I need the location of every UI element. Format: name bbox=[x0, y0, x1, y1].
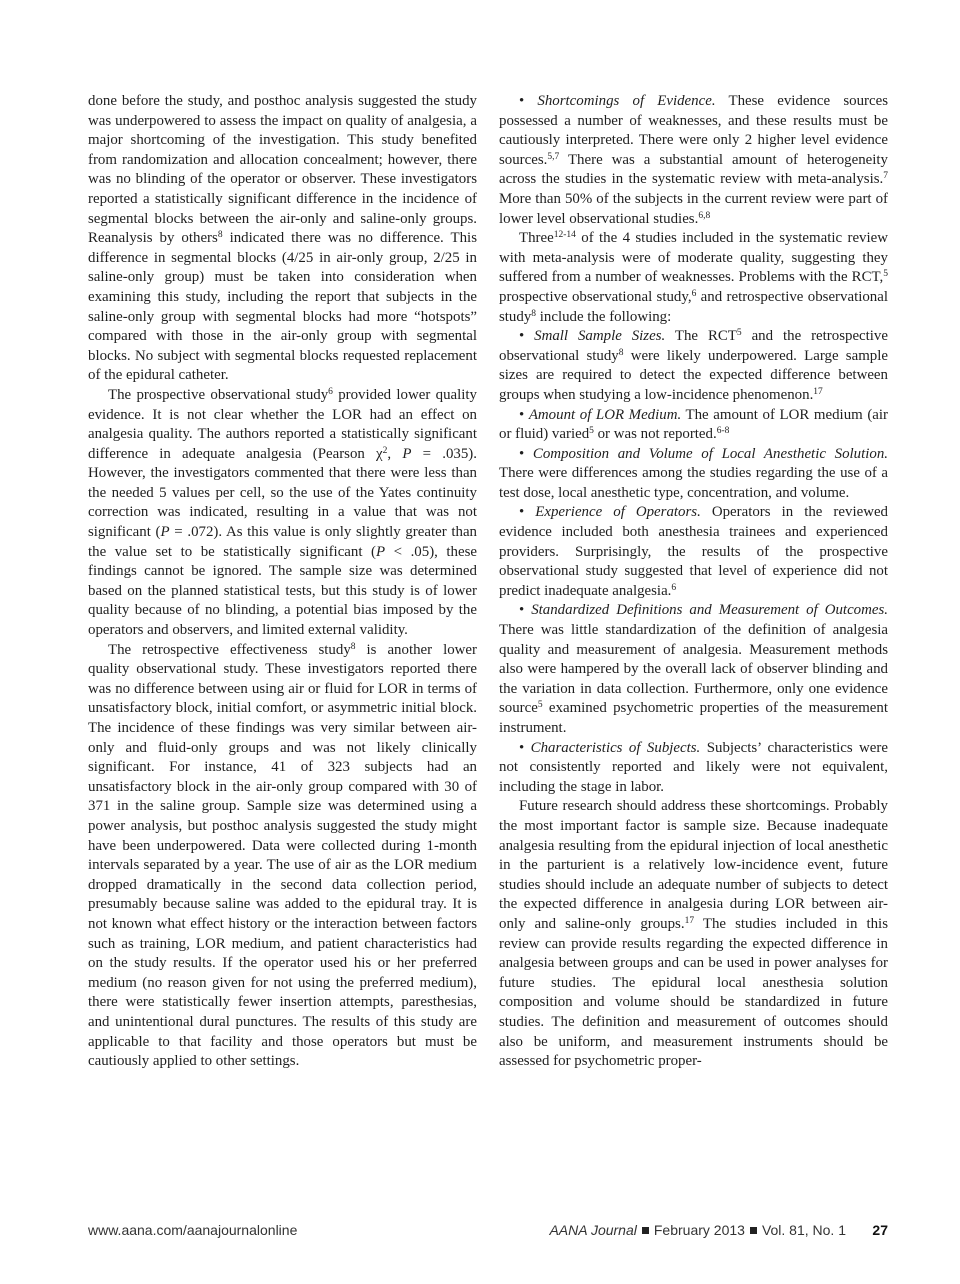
bullet-experience-of-operators: • Experience of Operators. Operators in the reviewed evidence included both anesthesia trainees and experienced providers. Surprisingly, the results of the prospective observational study suggested that level of experience did not predict inadequate analgesia.$^6$ bbox=[499, 504, 888, 599]
bullet-composition-volume: • Composition and Volume of Local Anesthetic Solution. There were differences among the studies regarding the use of a test dose, local anesthetic type, concentration, and volume. bbox=[499, 445, 888, 501]
bullet-heading: Experience of Operators. bbox=[535, 504, 701, 521]
right-paragraph-future-research: Future research should address these shortcomings. Probably the most important factor is sample size. Because inadequate analgesia resulting from the epidural injection of local anesthetic in the parturient is a relatively low-incidence event, future studies should include an adequate number of subjects to detect the expected difference in analgesia during LOR between air-only and saline-only groups.$^{17}$ The studies included in this review can provide results regarding the expected difference in analgesia between groups and can be used in power analyses for future studies. The epidural local anesthesia solution composition and volume should be standardized in future studies. The definition and measurement of outcomes should also be uniform, and measurement instruments should be assessed for psychometric proper- bbox=[499, 798, 888, 1070]
citation: 8 bbox=[618, 347, 624, 358]
citation: 5,7 bbox=[547, 151, 560, 162]
square-separator-icon bbox=[750, 1227, 757, 1234]
citation: 6 bbox=[671, 582, 677, 593]
citation: 8 bbox=[531, 308, 537, 319]
journal-url[interactable]: www.aana.com/aanajournalonline bbox=[88, 1222, 298, 1238]
bullet-heading: Characteristics of Subjects. bbox=[530, 739, 701, 756]
square-separator-icon bbox=[642, 1227, 649, 1234]
journal-name: AANA Journal bbox=[549, 1222, 637, 1238]
issue-date: February 2013 bbox=[653, 1222, 745, 1238]
left-column bbox=[88, 92, 477, 1072]
citation: 7 bbox=[883, 171, 888, 182]
volume-issue: Vol. 81, No. 1 bbox=[761, 1222, 846, 1238]
bullet-standardized-definitions: • Standardized Definitions and Measurement of Outcomes. There was little standardization of the definition of analgesia quality and measurement of analgesia. Measurement methods also were hampered by the overall lack of observer blinding and the variation in data collection. Furthermore, only one evidence source$^5$ examined psychometric properties of the measurement instrument. bbox=[499, 602, 889, 736]
bullet-heading: Amount of LOR Medium. bbox=[528, 406, 682, 423]
citation: 6,8 bbox=[698, 210, 711, 221]
bullet-heading: Composition and Volume of Local Anesthetic Solution. bbox=[532, 445, 888, 462]
citation: 6 bbox=[691, 288, 697, 299]
right-paragraph-three-studies: Three$^{12-14}$ of the 4 studies included in the systematic review with meta-analysis were of moderate quality, suggesting they suffered from a number of weaknesses. Problems with the RCT,$^5$ prospective observational study,$^6$ and retrospective observational study$^8$ include the following: bbox=[499, 230, 888, 325]
bullet-heading: Small Sample Sizes. bbox=[534, 328, 666, 345]
bullet-characteristics-of-subjects: • Characteristics of Subjects. Subjects’ characteristics were not consistently reported and likely were not equivalent, including the stage in labor. bbox=[499, 739, 888, 795]
citation: 17 bbox=[813, 386, 823, 397]
citation: 5 bbox=[537, 700, 543, 711]
citation: 8 bbox=[217, 230, 223, 241]
left-paragraph-3: The retrospective effectiveness study$^8$ is another lower quality observational study. These investigators reported there was no difference between using air or fluid for LOR in terms of unsatisfactory block, initial comfort, or asymmetric initial block. The incidence of these findings was very similar between air-only and fluid-only groups and was not likely clinically significant. For instance, 41 of 323 subjects had an unsatisfactory block in the air-only group compared with 30 of 371 in the saline group. Sample size was determined using a power analysis, but posthoc analysis suggested the study might have been underpowered. Data were collected during 1-month intervals separated by a year. The use of air as the LOR medium dropped dramatically in the second data collection period, presumably because saline was added to the epidural tray. It is not known what effect history or the interaction between factors such as training, LOR medium, and patient characteristics had on the study results. If the operator used his or her preferred medium (no reason given for not using the preferred medium), there were statistically fewer insertion attempts, paresthesias, and unintentional dural punctures. The results of this study are applicable to that facility and those operators but must be cautiously applied to other settings. bbox=[88, 641, 477, 1070]
bullet-amount-of-lor-medium: • Amount of LOR Medium. The amount of LOR medium (air or fluid) varied$^5$ or was not reported.$^{6-8}$ bbox=[499, 406, 888, 443]
left-paragraph-2: The prospective observational study$^6$ provided lower quality evidence. It is not clear whether the LOR had an effect on analgesia quality. The authors reported a statistically significant difference in adequate analgesia (Pearson $\chi^2$, P = .035). However, the investigators commented that there were less than the needed 5 values per cell, so the use of the Yates continuity correction was indicated, resulting in a value that was not significant (P = .072). As this value is only slightly greater than the value set to be statistically significant (P < .05), these findings cannot be ignored. The sample size was determined based on the planned statistical tests, but this study is of lower quality because of no blinding, a potential bias imposed by the operators and observers, and limited external validity. bbox=[88, 386, 477, 639]
citation: 6 bbox=[328, 386, 333, 397]
citation: 5 bbox=[589, 426, 594, 437]
citation: 17 bbox=[684, 915, 695, 926]
citation: 8 bbox=[350, 641, 356, 652]
page-footer bbox=[88, 1222, 888, 1242]
citation: 5 bbox=[883, 269, 888, 280]
left-paragraph-1: done before the study, and posthoc analysis suggested the study was underpowered to assess the impact on quality of analgesia, a major shortcoming of the investigation. This study benefited from randomization and allocation concealment; however, there was no blinding of the operator or observer. These investigators reported a statistically significant difference in the incidence of segmental blocks between the air-only and saline-only groups. Reanalysis by others$^8$ indicated there was no difference. This difference in segmental blocks (4/25 in air-only group, 2/25 in saline-only group) must be taken into consideration when examining this study, including the report that subjects in the saline-only group with segmental blocks had more “hotspots” compared with those in the air-only group with segmental blocks. No subject with segmental blocks requested replacement of the epidural catheter. bbox=[88, 93, 477, 384]
page-number: 27 bbox=[872, 1222, 888, 1238]
bullet-shortcomings-of-evidence: • Shortcomings of Evidence. These evidence sources possessed a number of weaknesses, and these results must be cautiously interpreted. There were only 2 higher level evidence sources.$^{5,7}$ There was a substantial amount of heterogeneity across the studies in the systematic review with meta-analysis.$^7$ More than 50% of the subjects in the current review were part of lower level observational studies.$^{6,8}$ bbox=[499, 93, 888, 227]
right-column bbox=[499, 92, 888, 1072]
bullet-small-sample-sizes: • Small Sample Sizes. The RCT$^5$ and the retrospective observational study$^8$ were likely underpowered. Large sample sizes are required to detect the expected difference between groups when studying a low-incidence phenomenon.$^{17}$ bbox=[499, 328, 888, 403]
citation: 5 bbox=[736, 328, 742, 339]
citation: 6-8 bbox=[716, 426, 730, 437]
bullet-heading: Shortcomings of Evidence. bbox=[537, 93, 716, 109]
journal-citation bbox=[549, 1222, 846, 1238]
citation: 12-14 bbox=[553, 230, 576, 241]
bullet-heading: Standardized Definitions and Measurement of Outcomes. bbox=[531, 602, 889, 619]
